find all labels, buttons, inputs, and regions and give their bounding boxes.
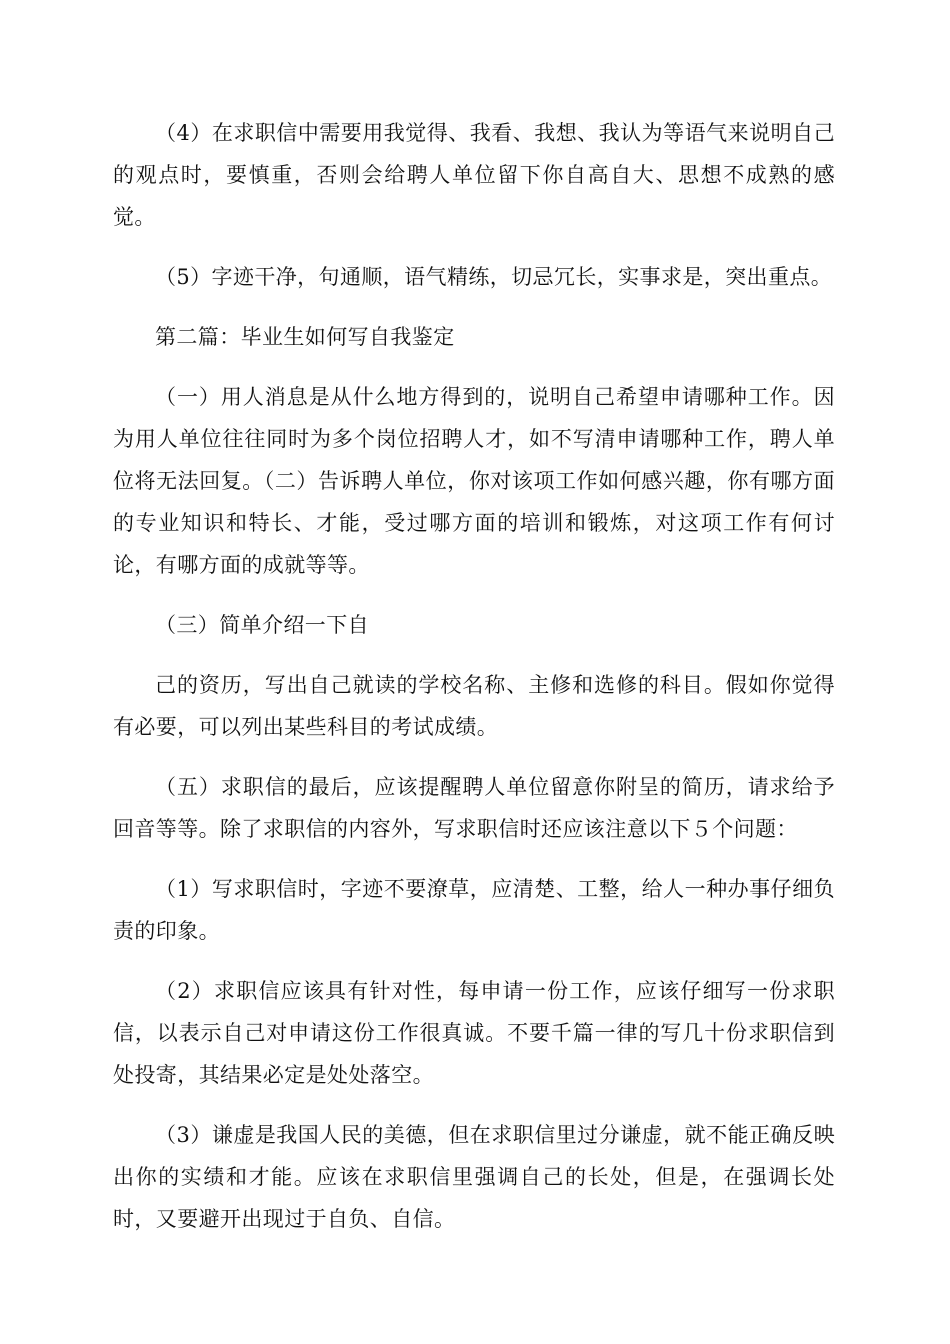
document-body: [113, 112, 835, 1258]
paragraph-section-three: （三）简单介绍一下自: [155, 613, 369, 637]
paragraph-resume-continued: 己的资历，写出自己就读的学校名称、主修和选修的科目。假如你觉得有必要，可以列出某些科目的考试成绩。: [113, 673, 835, 739]
paragraph-tip-3: （3）谦虚是我国人民的美德，但在求职信里过分谦虚，就不能正确反映出你的实绩和才能。应该在求职信里强调自己的长处，但是，在强调长处时，又要避开出现过于自负、自信。: [113, 1123, 835, 1231]
paragraph-section-one-two: （一）用人消息是从什么地方得到的，说明自己希望申请哪种工作。因为用人单位往往同时为多个岗位招聘人才，如不写清申请哪种工作，聘人单位将无法回复。（二）告诉聘人单位，你对该项工作如何感兴趣，你有哪方面的专业知识和特长、才能，受过哪方面的培训和锻炼，对这项工作有何讨论，有哪方面的成就等等。: [113, 385, 835, 577]
paragraph-item-5: （5）字迹干净，句通顺，语气精练，切忌冗长，实事求是，突出重点。: [155, 265, 833, 289]
paragraph-item-4: （4）在求职信中需要用我觉得、我看、我想、我认为等语气来说明自己的观点时，要慎重，否则会给聘人单位留下你自高自大、思想不成熟的感觉。: [113, 121, 835, 229]
paragraph-section-five: （五）求职信的最后，应该提醒聘人单位留意你附呈的简历，请求给予回音等等。除了求职信的内容外，写求职信时还应该注意以下５个问题：: [113, 775, 835, 841]
paragraph-tip-2: （2）求职信应该具有针对性，每申请一份工作，应该仔细写一份求职信，以表示自己对申请这份工作很真诚。不要千篇一律的写几十份求职信到处投寄，其结果必定是处处落空。: [113, 979, 835, 1087]
section-heading: 第二篇：毕业生如何写自我鉴定: [155, 325, 455, 349]
paragraph-tip-1: （1）写求职信时，字迹不要潦草，应清楚、工整，给人一种办事仔细负责的印象。: [113, 877, 835, 943]
